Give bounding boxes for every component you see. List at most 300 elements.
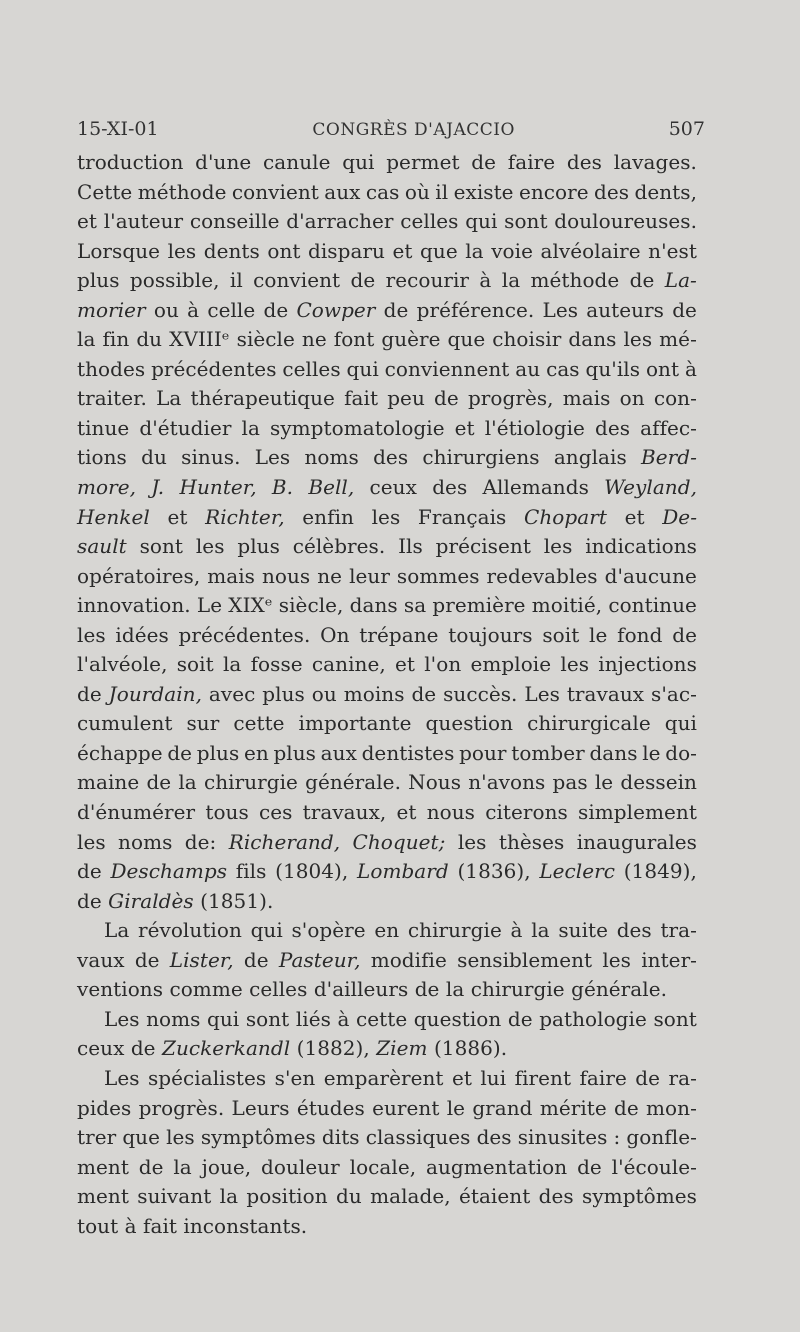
word: thodes bbox=[77, 356, 146, 381]
word: (1851). bbox=[200, 888, 274, 913]
word: soit bbox=[542, 622, 580, 647]
word: lui bbox=[480, 1065, 507, 1090]
word: modifie bbox=[370, 947, 447, 972]
word: d'arracher bbox=[286, 209, 394, 234]
word: en bbox=[243, 740, 269, 765]
word: Cette bbox=[77, 179, 133, 204]
word: de bbox=[471, 150, 497, 174]
word: célèbres. bbox=[292, 534, 386, 559]
word: plus bbox=[77, 268, 120, 293]
word: que bbox=[420, 238, 458, 263]
word: sont bbox=[245, 1006, 290, 1031]
word: mon- bbox=[646, 1095, 697, 1120]
word: à bbox=[124, 1213, 137, 1238]
word: la bbox=[173, 1154, 192, 1179]
running-header bbox=[77, 118, 705, 140]
text-line bbox=[77, 503, 697, 533]
page-number: 507 bbox=[668, 118, 705, 140]
text-line bbox=[77, 1182, 697, 1212]
word: mé- bbox=[659, 327, 697, 352]
word: la bbox=[219, 1184, 239, 1209]
word: de bbox=[635, 1065, 661, 1090]
word: dans bbox=[568, 327, 617, 352]
word: de bbox=[77, 888, 102, 913]
word: douloureuses. bbox=[554, 209, 697, 234]
text-line bbox=[77, 739, 697, 769]
word: étaient bbox=[458, 1184, 531, 1209]
word: pour bbox=[459, 740, 507, 765]
word: les bbox=[77, 622, 106, 647]
italic-name: Bell, bbox=[308, 475, 355, 500]
word: eurent bbox=[372, 1095, 440, 1120]
word: précédentes. bbox=[178, 622, 311, 647]
text-line bbox=[77, 916, 697, 946]
text-line bbox=[77, 148, 697, 178]
word: sinusites bbox=[517, 1125, 608, 1150]
text-line bbox=[77, 532, 697, 562]
word: de bbox=[243, 947, 269, 972]
word: siècle bbox=[236, 327, 295, 352]
italic-name: morier bbox=[77, 297, 146, 322]
word: traiter. bbox=[77, 386, 147, 411]
text-line bbox=[77, 1153, 697, 1183]
word: inconstants. bbox=[183, 1213, 308, 1238]
word: des bbox=[594, 179, 630, 204]
word: et bbox=[392, 238, 413, 263]
word: Ils bbox=[398, 534, 423, 559]
word: XVIIIᵉ bbox=[169, 327, 230, 352]
word: enfin bbox=[302, 504, 354, 529]
word: sont bbox=[504, 209, 548, 234]
word: voie bbox=[491, 238, 533, 263]
word: tous bbox=[205, 800, 249, 825]
word: l'écoule- bbox=[611, 1154, 697, 1179]
word: cette bbox=[356, 1006, 408, 1031]
word: des bbox=[538, 1184, 574, 1209]
word: injections bbox=[598, 652, 697, 677]
word: troduction bbox=[77, 150, 184, 174]
word: (1886). bbox=[433, 1036, 508, 1061]
word: celle bbox=[207, 297, 256, 322]
word: de bbox=[77, 859, 102, 884]
italic-name: Weyland, bbox=[604, 475, 697, 500]
word: tinue bbox=[77, 415, 130, 440]
word: les bbox=[560, 652, 590, 677]
word: au bbox=[515, 356, 541, 381]
word: ne bbox=[317, 563, 343, 588]
italic-name: Hunter, bbox=[179, 475, 257, 500]
body-text bbox=[77, 148, 697, 1241]
word: avec bbox=[208, 681, 256, 706]
word: sinus. bbox=[181, 445, 241, 470]
word: vaux bbox=[77, 947, 125, 972]
word: Leurs bbox=[231, 1095, 290, 1120]
word: Les bbox=[104, 1006, 140, 1031]
word: fin bbox=[102, 327, 130, 352]
word: noms bbox=[304, 445, 359, 470]
word: soit bbox=[176, 652, 214, 677]
italic-name: Giraldès bbox=[108, 888, 194, 913]
word: inter- bbox=[641, 947, 697, 972]
italic-name: Deschamps bbox=[110, 859, 228, 884]
word: à bbox=[510, 918, 523, 943]
word: de bbox=[383, 297, 409, 322]
word: anglais bbox=[553, 445, 627, 470]
word: noms bbox=[118, 829, 173, 854]
word: plus bbox=[237, 534, 280, 559]
word: pas bbox=[552, 770, 588, 795]
word: symptomatologie bbox=[270, 415, 445, 440]
word: la bbox=[241, 415, 260, 440]
word: mais bbox=[562, 386, 611, 411]
word: du bbox=[335, 1184, 362, 1209]
text-line bbox=[77, 650, 697, 680]
word: des bbox=[476, 1125, 512, 1150]
word: les bbox=[457, 829, 487, 854]
word: Nous bbox=[408, 770, 462, 795]
word: sensiblement bbox=[457, 947, 593, 972]
text-line bbox=[77, 266, 697, 296]
word: La bbox=[104, 918, 130, 943]
text-line bbox=[77, 1123, 697, 1153]
word: liés bbox=[295, 1006, 331, 1031]
word: cumulent bbox=[77, 711, 173, 736]
word: simplement bbox=[578, 800, 697, 825]
word: de bbox=[507, 1006, 533, 1031]
word: celles bbox=[282, 356, 341, 381]
word: de bbox=[672, 622, 697, 647]
word: les bbox=[371, 504, 401, 529]
word: s'en bbox=[274, 1065, 316, 1090]
word: dentistes bbox=[361, 740, 455, 765]
word: les bbox=[623, 327, 653, 352]
italic-name: Ziem bbox=[376, 1036, 428, 1061]
word: et bbox=[624, 504, 645, 529]
text-line bbox=[77, 709, 697, 739]
word: il bbox=[229, 268, 243, 293]
text-line bbox=[77, 562, 697, 592]
word: permet bbox=[386, 150, 460, 174]
word: de bbox=[263, 297, 289, 322]
word: dents bbox=[203, 238, 260, 263]
word: conviennent bbox=[384, 356, 510, 381]
word: de bbox=[629, 268, 655, 293]
word: question bbox=[425, 711, 514, 736]
word: des bbox=[373, 445, 409, 470]
text-line bbox=[77, 857, 697, 887]
text-line bbox=[77, 887, 697, 917]
word: opératoires, bbox=[77, 563, 201, 588]
italic-name: Berd- bbox=[641, 445, 697, 470]
word: importante bbox=[298, 711, 412, 736]
word: où bbox=[404, 179, 430, 204]
word: possible, bbox=[129, 268, 220, 293]
word: la bbox=[178, 770, 197, 795]
word: les bbox=[543, 534, 573, 559]
word: ceux bbox=[369, 475, 417, 500]
word: noms bbox=[146, 1006, 201, 1031]
word: qui bbox=[465, 209, 498, 234]
word: générale. bbox=[305, 770, 401, 795]
text-line bbox=[77, 384, 697, 414]
text-line bbox=[77, 680, 697, 710]
text-line bbox=[77, 1005, 697, 1035]
word: s'ac- bbox=[651, 681, 697, 706]
word: que bbox=[122, 1125, 160, 1150]
word: de bbox=[672, 297, 697, 322]
text-line bbox=[77, 296, 697, 326]
word: le bbox=[589, 622, 608, 647]
word: convient bbox=[231, 179, 319, 204]
word: qu'ils bbox=[585, 356, 641, 381]
word: sont bbox=[653, 1006, 697, 1031]
word: l'on bbox=[424, 652, 462, 677]
text-line bbox=[77, 1212, 697, 1242]
word: la bbox=[77, 327, 96, 352]
word: joue, bbox=[201, 1154, 252, 1179]
word: dits bbox=[321, 1125, 360, 1150]
word: fait bbox=[344, 386, 379, 411]
word: douleur bbox=[261, 1154, 340, 1179]
word: n'avons bbox=[468, 770, 546, 795]
word: conseille bbox=[189, 209, 280, 234]
word: succès. bbox=[443, 681, 518, 706]
word: progrès, bbox=[467, 386, 554, 411]
text-line bbox=[77, 237, 697, 267]
word: les bbox=[77, 829, 106, 854]
word: celles bbox=[249, 977, 308, 1002]
word: Les bbox=[254, 445, 291, 470]
word: firent bbox=[514, 1065, 572, 1090]
italic-name: Richter, bbox=[205, 504, 285, 529]
word: précisent bbox=[435, 534, 531, 559]
italic-name: Pasteur, bbox=[278, 947, 361, 972]
word: chirurgie bbox=[470, 977, 565, 1002]
word: plus bbox=[196, 740, 240, 765]
text-line bbox=[77, 1064, 697, 1094]
word: progrès. bbox=[138, 1095, 225, 1120]
word: qui bbox=[207, 1006, 240, 1031]
word: tout bbox=[77, 1213, 119, 1238]
word: à bbox=[187, 297, 200, 322]
word: les bbox=[167, 238, 197, 263]
word: pides bbox=[77, 1095, 132, 1120]
word: suite bbox=[558, 918, 608, 943]
word: méthode bbox=[530, 268, 620, 293]
italic-name: La- bbox=[664, 268, 697, 293]
text-line bbox=[77, 325, 697, 355]
word: ment bbox=[77, 1184, 129, 1209]
word: à bbox=[684, 356, 697, 381]
word: faire bbox=[579, 1065, 627, 1090]
word: maine bbox=[77, 770, 140, 795]
word: de bbox=[130, 1036, 156, 1061]
word: indications bbox=[585, 534, 697, 559]
italic-name: Richerand, bbox=[228, 829, 341, 854]
word: ment bbox=[77, 1154, 129, 1179]
word: qui bbox=[664, 711, 697, 736]
word: leur bbox=[349, 563, 390, 588]
word: des bbox=[432, 475, 468, 500]
word: gonfle- bbox=[626, 1125, 697, 1150]
word: qui bbox=[250, 918, 283, 943]
word: de bbox=[350, 268, 376, 293]
word: grand bbox=[472, 1095, 533, 1120]
text-line bbox=[77, 443, 697, 473]
word: ra- bbox=[668, 1065, 697, 1090]
word: à bbox=[337, 1006, 350, 1031]
italic-name: Lister, bbox=[169, 947, 234, 972]
word: études bbox=[296, 1095, 365, 1120]
word: l'étiologie bbox=[484, 415, 585, 440]
word: trépane bbox=[359, 622, 439, 647]
word: ventions bbox=[77, 977, 164, 1002]
word: l'auteur bbox=[103, 209, 184, 234]
word: et bbox=[454, 415, 475, 440]
word: Lorsque bbox=[77, 238, 161, 263]
word: et bbox=[395, 652, 415, 677]
italic-name: Jourdain, bbox=[108, 681, 202, 706]
word: la bbox=[465, 238, 484, 263]
word: canine, bbox=[311, 652, 386, 677]
word: encore bbox=[518, 179, 589, 204]
word: disparu bbox=[308, 238, 385, 263]
word: fond bbox=[617, 622, 663, 647]
word: d'aucune bbox=[604, 563, 697, 588]
word: plus bbox=[273, 740, 316, 765]
word: emploie bbox=[470, 652, 552, 677]
word: de bbox=[146, 770, 172, 795]
word: (1882), bbox=[296, 1036, 370, 1061]
text-line bbox=[77, 621, 697, 651]
italic-name: Henkel bbox=[77, 504, 150, 529]
italic-name: sault bbox=[77, 534, 127, 559]
word: d'ailleurs bbox=[313, 977, 409, 1002]
word: précédentes bbox=[151, 356, 277, 381]
word: sa bbox=[403, 593, 427, 618]
word: Les bbox=[104, 1065, 140, 1090]
word: question bbox=[413, 1006, 502, 1031]
word: (1804), bbox=[275, 859, 349, 884]
word: Les bbox=[542, 297, 579, 322]
word: dents, bbox=[634, 179, 697, 204]
header-date: 15-XI-01 bbox=[77, 118, 159, 140]
word: nous bbox=[261, 563, 311, 588]
word: sur bbox=[186, 711, 220, 736]
word: chirurgicale bbox=[527, 711, 651, 736]
word: que bbox=[447, 327, 486, 352]
word: chirurgiens bbox=[422, 445, 540, 470]
word: nous bbox=[426, 800, 475, 825]
text-line bbox=[77, 946, 697, 976]
italic-name: Choquet; bbox=[352, 829, 446, 854]
word: qui bbox=[342, 150, 375, 174]
word: chirurgie bbox=[407, 918, 502, 943]
word: s'opère bbox=[291, 918, 366, 943]
word: pathologie bbox=[539, 1006, 647, 1031]
word: moins bbox=[343, 681, 405, 706]
text-line bbox=[77, 591, 697, 621]
word: de bbox=[414, 977, 440, 1002]
word: tions bbox=[77, 445, 127, 470]
word: siècle, bbox=[278, 593, 344, 618]
word: des bbox=[595, 415, 631, 440]
word: des bbox=[616, 918, 652, 943]
word: affec- bbox=[640, 415, 697, 440]
word: dans bbox=[349, 593, 398, 618]
text-line bbox=[77, 768, 697, 798]
italic-name: B. bbox=[271, 475, 294, 500]
word: existe bbox=[453, 179, 514, 204]
word: citerons bbox=[485, 800, 568, 825]
word: ou bbox=[311, 681, 337, 706]
word: alvéolaire bbox=[540, 238, 641, 263]
word: XIXᵉ bbox=[228, 593, 273, 618]
word: qui bbox=[346, 356, 379, 381]
word: n'est bbox=[648, 238, 697, 263]
word: mérite bbox=[539, 1095, 607, 1120]
word: On bbox=[320, 622, 350, 647]
word: suivant bbox=[137, 1184, 212, 1209]
word: de bbox=[77, 681, 102, 706]
word: de bbox=[577, 1154, 602, 1179]
word: et bbox=[167, 504, 188, 529]
italic-name: Cowper bbox=[296, 297, 376, 322]
word: fosse bbox=[250, 652, 303, 677]
word: de bbox=[614, 1095, 639, 1120]
word: auteurs bbox=[586, 297, 664, 322]
word: lavages. bbox=[613, 150, 697, 174]
text-line bbox=[77, 207, 697, 237]
word: tomber bbox=[511, 740, 585, 765]
word: cas bbox=[365, 179, 400, 204]
word: la bbox=[531, 918, 550, 943]
text-line bbox=[77, 1034, 697, 1064]
word: de bbox=[411, 681, 437, 706]
word: aux bbox=[324, 179, 361, 204]
text-line bbox=[77, 473, 697, 503]
word: Allemands bbox=[482, 475, 589, 500]
word: idées bbox=[115, 622, 169, 647]
word: faire bbox=[507, 150, 556, 174]
word: redevables bbox=[486, 563, 598, 588]
italic-name: J. bbox=[151, 475, 165, 500]
word: du bbox=[141, 445, 167, 470]
word: révolution bbox=[138, 918, 242, 943]
word: Les bbox=[524, 681, 560, 706]
word: d'étudier bbox=[139, 415, 232, 440]
word: con- bbox=[653, 386, 697, 411]
word: travaux bbox=[566, 681, 645, 706]
word: de bbox=[134, 947, 160, 972]
word: du bbox=[136, 327, 163, 352]
word: le bbox=[594, 770, 614, 795]
word: en bbox=[374, 918, 400, 943]
word: sommes bbox=[396, 563, 480, 588]
word: spécialistes bbox=[147, 1065, 267, 1090]
word: l'alvéole, bbox=[77, 652, 168, 677]
italic-name: Zuckerkandl bbox=[162, 1036, 291, 1061]
word: aux bbox=[320, 740, 357, 765]
word: de bbox=[167, 740, 193, 765]
word: (1836), bbox=[457, 859, 531, 884]
word: plus bbox=[262, 681, 305, 706]
word: méthode bbox=[137, 179, 227, 204]
word: on bbox=[619, 386, 645, 411]
word: d'une bbox=[195, 150, 252, 174]
word: symptômes bbox=[582, 1184, 697, 1209]
text-line bbox=[77, 975, 697, 1005]
